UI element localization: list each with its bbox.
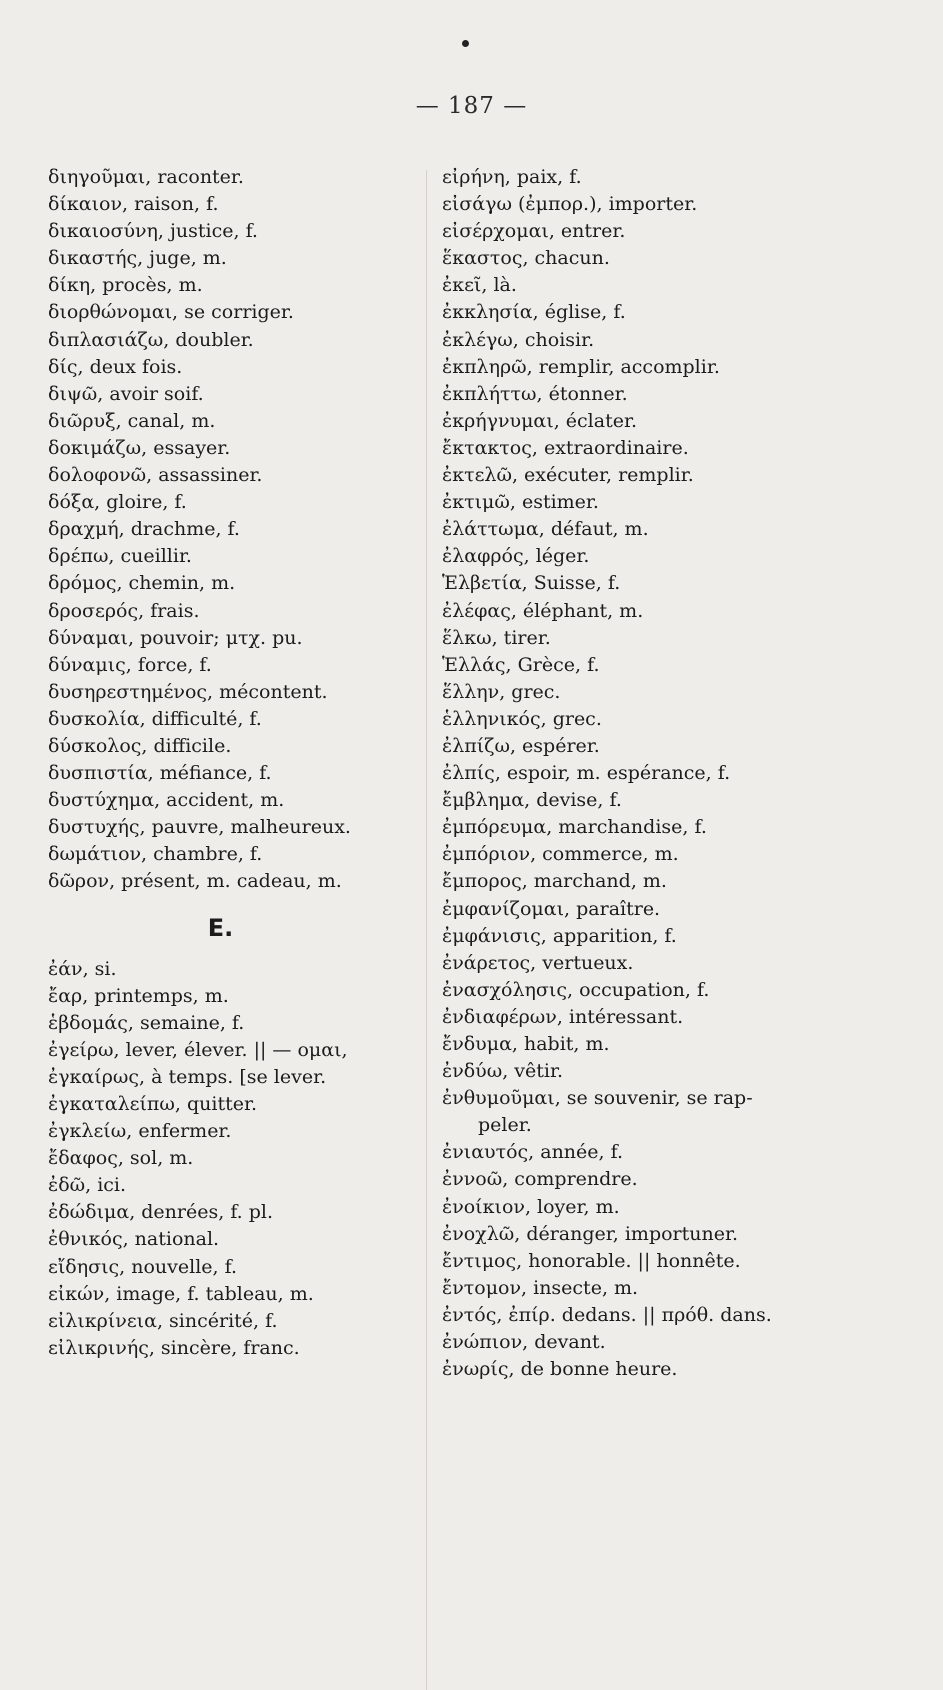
dictionary-entry: δῶρον, présent, m. cadeau, m. xyxy=(48,870,342,893)
dictionary-entry: δρέπω, cueillir. xyxy=(48,545,192,568)
dictionary-entry: ἐνασχόλησις, occupation, f. xyxy=(442,978,710,1001)
dictionary-entry: ἐκπλήττω, étonner. xyxy=(442,382,628,405)
dictionary-entry: ἐνοίκιον, loyer, m. xyxy=(442,1195,620,1218)
dictionary-entry: δίκη, procès, m. xyxy=(48,274,203,297)
dictionary-entry: ἐγκαίρως, à temps. [se lever. xyxy=(48,1065,327,1088)
dictionary-entry: εἰλικρίνεια, sincérité, f. xyxy=(48,1309,278,1332)
dictionary-entry: ἐδώδιμα, denrées, f. pl. xyxy=(48,1201,274,1224)
dictionary-entry: ἔνδυμα, habit, m. xyxy=(442,1033,610,1055)
entry-continuation: peler. xyxy=(478,1114,532,1137)
dictionary-entry: εἰλικρινής, sincère, franc. xyxy=(48,1336,300,1359)
dictionary-entry: ἐγείρω, lever, élever. || — ομαι, xyxy=(48,1038,348,1061)
dictionary-entry: ἐνδύω, vêtir. xyxy=(442,1060,564,1083)
dictionary-entry: δίκαιον, raison, f. xyxy=(48,193,219,216)
dictionary-entry: δύναμαι, pouvoir; μτχ. pu. xyxy=(48,626,303,649)
dictionary-entry: ἐδῶ, ici. xyxy=(48,1174,127,1197)
dictionary-entry: ἔαρ, printemps, m. xyxy=(48,984,229,1007)
dictionary-entry: ἕλκω, tirer. xyxy=(442,626,551,649)
dictionary-entry: δροσερός, frais. xyxy=(48,599,200,622)
dictionary-entry: ἔμπορος, marchand, m. xyxy=(442,870,667,893)
dictionary-entry: ἐκπληρῶ, remplir, accomplir. xyxy=(442,355,720,378)
dictionary-entry: ἐνοχλῶ, déranger, importuner. xyxy=(442,1222,739,1245)
dictionary-entry: ἐντός, ἐπίρ. dedans. || πρόθ. dans. xyxy=(442,1303,772,1326)
dictionary-entry: δύναμις, force, f. xyxy=(48,653,212,676)
dictionary-entry: διορθώνομαι, se corriger. xyxy=(48,301,294,324)
dictionary-entry: ἕκαστος, chacun. xyxy=(442,247,610,270)
dictionary-entry: ἐάν, si. xyxy=(48,957,117,980)
dictionary-entry: δικαιοσύνη, justice, f. xyxy=(48,220,258,243)
dictionary-entry: ἐνώπιον, devant. xyxy=(442,1331,606,1354)
dictionary-entry: ἑβδομάς, semaine, f. xyxy=(48,1011,245,1034)
dictionary-entry: δραχμή, drachme, f. xyxy=(48,518,240,541)
dictionary-entry: ἐνθυμοῦμαι, se souvenir, se rap- xyxy=(442,1087,753,1110)
dictionary-entry: εἰσέρχομαι, entrer. xyxy=(442,220,626,243)
dictionary-entry: δυσπιστία, méfiance, f. xyxy=(48,762,272,785)
dictionary-entry: ἔντιμος, honorable. || honnête. xyxy=(442,1249,741,1272)
dictionary-entry: ἔδαφος, sol, m. xyxy=(48,1147,194,1170)
dictionary-entry: Ἑλβετία, Suisse, f. xyxy=(442,572,621,595)
left-column xyxy=(48,164,423,1362)
dictionary-entry: ἔμβλημα, devise, f. xyxy=(442,789,622,812)
dictionary-entry: ἐλπίζω, espérer. xyxy=(442,734,600,757)
dictionary-entry: εἰσάγω (ἐμπορ.), importer. xyxy=(442,193,698,216)
section-letter-heading: E. xyxy=(207,913,234,942)
dictionary-entry: ἐνωρίς, de bonne heure. xyxy=(442,1358,678,1381)
dictionary-entry: δυσκολία, difficulté, f. xyxy=(48,707,262,730)
dictionary-entry: διῶρυξ, canal, m. xyxy=(48,409,216,432)
dictionary-entry: ἐμπόρευμα, marchandise, f. xyxy=(442,816,707,839)
dictionary-entry: δοκιμάζω, essayer. xyxy=(48,436,231,459)
dictionary-entry: ἐκτιμῶ, estimer. xyxy=(442,491,599,514)
dictionary-entry: εἰκών, image, f. tableau, m. xyxy=(48,1282,314,1305)
dictionary-entry: ἐκλέγω, choisir. xyxy=(442,328,595,351)
dictionary-entry: δύσκολος, difficile. xyxy=(48,734,232,757)
dictionary-entry: ἐκκλησία, église, f. xyxy=(442,301,626,324)
dictionary-entry: ἐννοῶ, comprendre. xyxy=(442,1168,638,1191)
right-column xyxy=(442,164,842,1383)
dictionary-entry: ἐνάρετος, vertueux. xyxy=(442,951,634,974)
dictionary-entry: ἐκρήγνυμαι, éclater. xyxy=(442,409,637,432)
dictionary-entry: δικαστής, juge, m. xyxy=(48,247,227,270)
dictionary-entry: ἔντομον, insecte, m. xyxy=(442,1276,639,1299)
dictionary-entry: ἐθνικός, national. xyxy=(48,1228,220,1251)
page-number-header: — 187 — xyxy=(415,93,528,119)
dictionary-entry: ἐγκλείω, enfermer. xyxy=(48,1120,232,1143)
column-divider xyxy=(426,170,427,1690)
dictionary-entry: δυστύχημα, accident, m. xyxy=(48,789,285,812)
dictionary-entry: ἐλέφας, éléphant, m. xyxy=(442,599,644,622)
ink-dot xyxy=(462,40,469,47)
dictionary-entry: εἴδησις, nouvelle, f. xyxy=(48,1255,238,1278)
dictionary-entry: ἐλπίς, espoir, m. espérance, f. xyxy=(442,762,731,785)
dictionary-entry: εἰρήνη, paix, f. xyxy=(442,166,582,188)
dictionary-entry: διψῶ, avoir soif. xyxy=(48,382,204,405)
dictionary-entry: ἐνδιαφέρων, intéressant. xyxy=(442,1005,684,1028)
dictionary-entry: ἐλάττωμα, défaut, m. xyxy=(442,518,649,541)
dictionary-entry: δυστυχής, pauvre, malheureux. xyxy=(48,816,351,839)
dictionary-entry: ἔκτακτος, extraordinaire. xyxy=(442,436,689,459)
dictionary-entry: Ἑλλάς, Grèce, f. xyxy=(442,653,600,676)
dictionary-entry: ἐκτελῶ, exécuter, remplir. xyxy=(442,464,694,487)
dictionary-entry: ἐμφάνισις, apparition, f. xyxy=(442,924,677,947)
dictionary-entry: ἐγκαταλείπω, quitter. xyxy=(48,1093,258,1115)
dictionary-entry: ἐνιαυτός, année, f. xyxy=(442,1141,624,1164)
dictionary-entry: ἐκεῖ, là. xyxy=(442,274,517,297)
dictionary-entry: δίς, deux fois. xyxy=(48,355,183,378)
dictionary-entry: ἑλληνικός, grec. xyxy=(442,707,602,730)
dictionary-entry: δρόμος, chemin, m. xyxy=(48,572,236,595)
dictionary-entry: ἐλαφρός, léger. xyxy=(442,545,590,568)
dictionary-entry: δόξα, gloire, f. xyxy=(48,491,187,514)
dictionary-entry: δωμάτιον, chambre, f. xyxy=(48,843,263,866)
dictionary-entry: δολοφονῶ, assassiner. xyxy=(48,464,263,487)
dictionary-entry: ἐμφανίζομαι, paraître. xyxy=(442,897,661,920)
dictionary-entry: δυσηρεστημένος, mécontent. xyxy=(48,680,328,703)
dictionary-entry: ἐμπόριον, commerce, m. xyxy=(442,843,679,866)
dictionary-entry: διηγοῦμαι, raconter. xyxy=(48,166,244,188)
dictionary-entry: διπλασιάζω, doubler. xyxy=(48,328,254,351)
dictionary-entry: ἕλλην, grec. xyxy=(442,680,561,703)
